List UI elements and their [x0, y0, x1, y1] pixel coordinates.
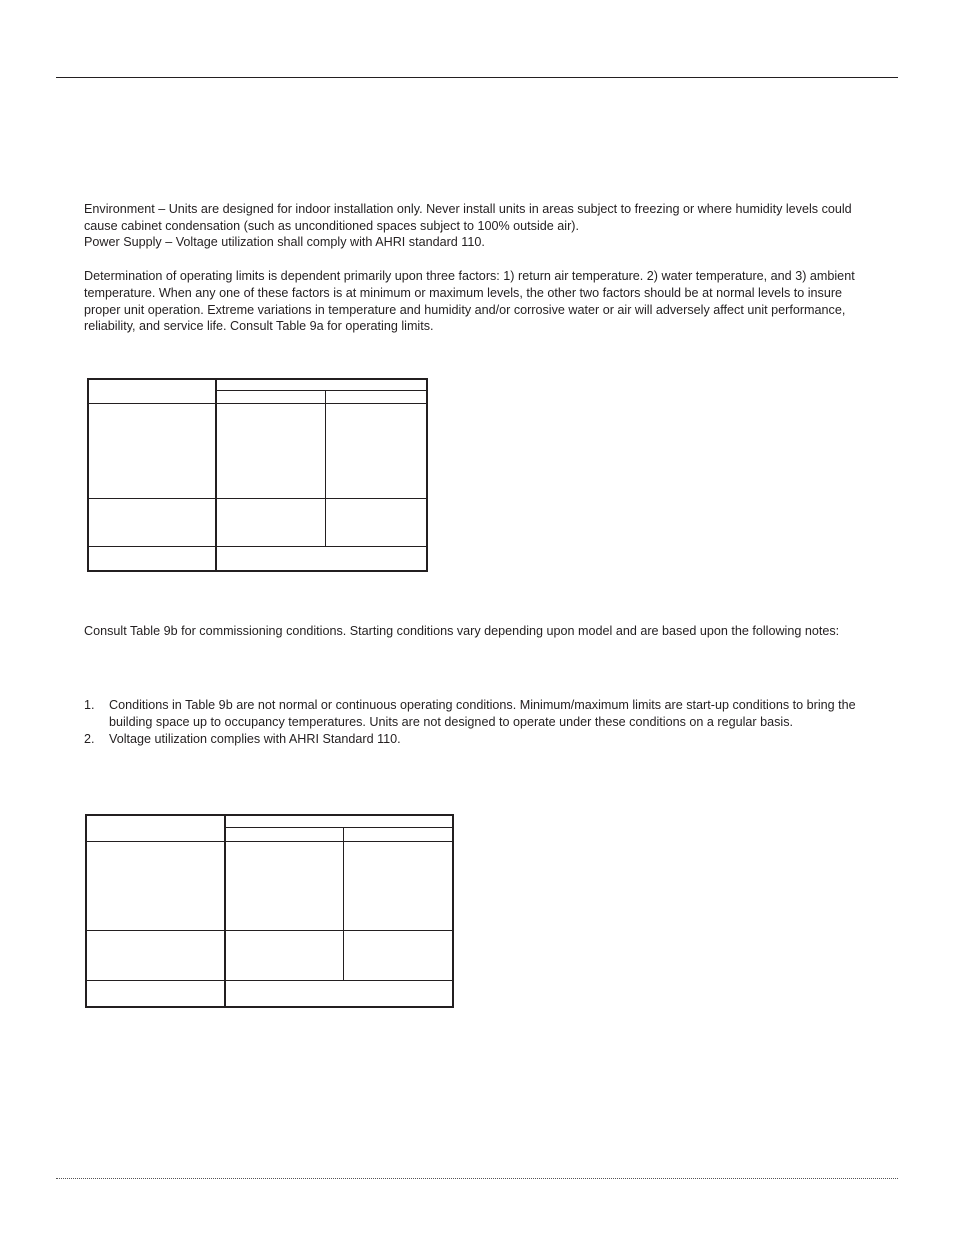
environment-paragraph: Environment – Units are designed for indoor installation only. Never install units in areas subject to freezing or where humidity levels could cause cabinet condensation (such as unconditioned spaces subject to 100% outside air). [84, 202, 852, 233]
table-9a-frame [87, 378, 428, 572]
note-number: 1. [84, 698, 95, 712]
footer-rule [56, 1178, 898, 1179]
note-item [84, 697, 876, 731]
note-item [84, 731, 876, 748]
notes-list [84, 697, 876, 747]
commissioning-paragraph: Consult Table 9b for commissioning conditions. Starting conditions vary depending upon model and are based upon the following notes: [84, 624, 840, 638]
note-text: Voltage utilization complies with AHRI Standard 110. [109, 731, 401, 746]
table-9b-frame [85, 814, 454, 1008]
note-number: 2. [84, 731, 95, 746]
operating-limits-paragraph: Determination of operating limits is dependent primarily upon three factors: 1) return air temperature. 2) water temperature, and 3) ambient temperature. When any one of these factors is at minimum or maximum levels, the other two factors should be at normal levels to insure proper unit operation. Extreme variations in temperature and humidity and/or corrosive water or air will adversely affect unit performance, reliability, and service life. Consult Table 9a for operating limits. [84, 269, 855, 334]
note-text: Conditions in Table 9b are not normal or continuous operating conditions. Minimum/maximum limits are start-up conditions to bring the building space up to occupancy temperatures. Units are not designed to operate under these conditions on a regular basis. [109, 698, 856, 729]
power-supply-paragraph: Power Supply – Voltage utilization shall comply with AHRI standard 110. [84, 235, 485, 249]
header-rule [56, 77, 898, 78]
